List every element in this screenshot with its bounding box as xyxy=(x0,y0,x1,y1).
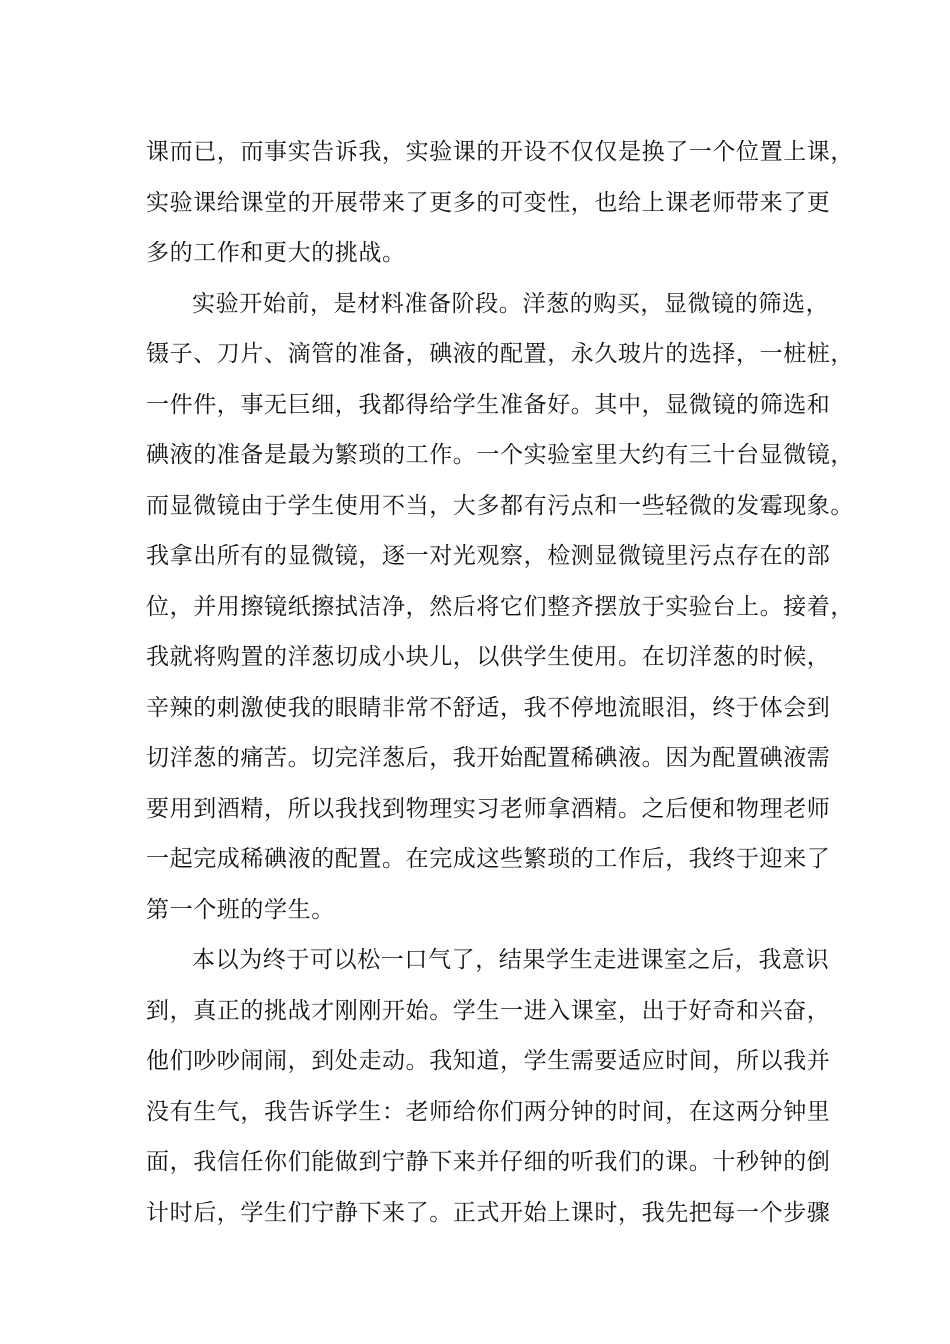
text-line: 碘液的准备是最为繁琐的工作。一个实验室里大约有三十台显微镜， xyxy=(146,442,854,468)
text-line: 位，并用擦镜纸擦拭洁净，然后将它们整齐摆放于实验台上。接着， xyxy=(146,593,854,620)
body-text xyxy=(146,127,854,1238)
text-line: 我拿出所有的显微镜，逐一对光观察，检测显微镜里污点存在的部 xyxy=(146,543,831,569)
text-line: 要用到酒精，所以我找到物理实习老师拿酒精。之后便和物理老师 xyxy=(146,795,831,822)
text-line: 本以为终于可以松一口气了，结果学生走进课室之后，我意识 xyxy=(192,947,830,973)
text-line: 我就将购置的洋葱切成小块儿，以供学生使用。在切洋葱的时候， xyxy=(146,644,831,670)
text-line: 一起完成稀碘液的配置。在完成这些繁琐的工作后，我终于迎来了 xyxy=(146,846,831,872)
text-line: 第一个班的学生。 xyxy=(146,896,335,923)
text-line: 他们吵吵闹闹，到处走动。我知道，学生需要适应时间，所以我并 xyxy=(146,1048,831,1074)
text-line: 课而已，而事实告诉我，实验课的开设不仅仅是换了一个位置上课， xyxy=(146,139,854,165)
text-line: 辛辣的刺激使我的眼睛非常不舒适，我不停地流眼泪，终于体会到 xyxy=(146,694,831,721)
text-line: 计时后，学生们宁静下来了。正式开始上课时，我先把每一个步骤 xyxy=(146,1199,831,1226)
text-line: 实验课给课堂的开展带来了更多的可变性，也给上课老师带来了更 xyxy=(146,189,831,216)
text-line: 到，真正的挑战才刚刚开始。学生一进入课室，出于好奇和兴奋， xyxy=(146,997,831,1024)
text-line: 实验开始前，是材料准备阶段。洋葱的购买，显微镜的筛选， xyxy=(192,290,830,317)
text-line: 面，我信任你们能做到宁静下来并仔细的听我们的课。十秒钟的倒 xyxy=(146,1149,831,1175)
text-line: 镊子、刀片、滴管的准备，碘液的配置，永久玻片的选择，一桩桩， xyxy=(146,341,854,367)
text-line: 没有生气，我告诉学生：老师给你们两分钟的时间，在这两分钟里 xyxy=(146,1098,831,1125)
text-line: 一件件，事无巨细，我都得给学生准备好。其中，显微镜的筛选和 xyxy=(146,391,831,418)
text-line: 而显微镜由于学生使用不当，大多都有污点和一些轻微的发霉现象。 xyxy=(146,492,854,519)
text-line: 多的工作和更大的挑战。 xyxy=(146,240,406,266)
text-line: 切洋葱的痛苦。切完洋葱后，我开始配置稀碘液。因为配置碘液需 xyxy=(146,745,831,771)
